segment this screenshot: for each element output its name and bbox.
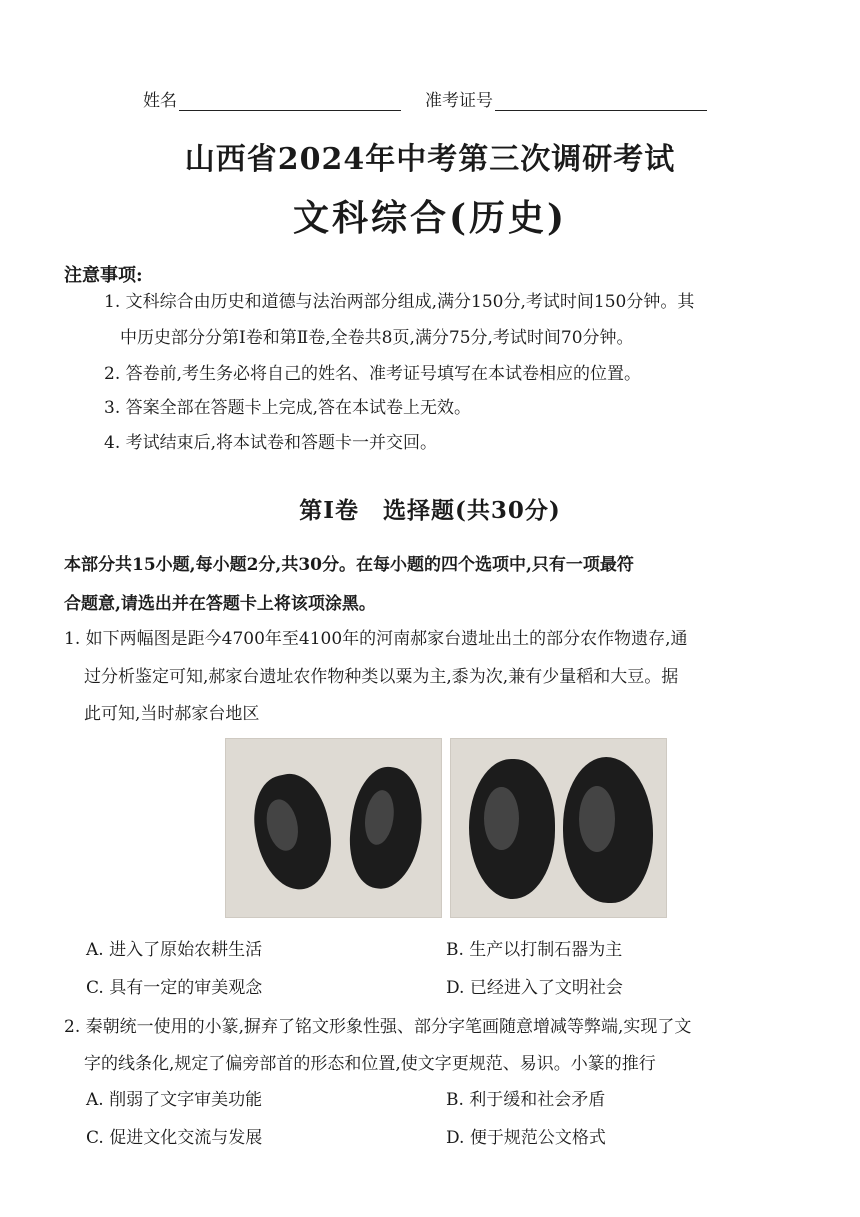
name-label: 姓名 xyxy=(143,91,177,111)
question-2-option-a: A. 削弱了文字审美功能 xyxy=(86,1090,263,1110)
note-item: 中历史部分分第Ⅰ卷和第Ⅱ卷,全卷共8页,满分75分,考试时间70分钟。 xyxy=(120,328,634,348)
note-item: 3. 答案全部在答题卡上完成,答在本试卷上无效。 xyxy=(104,398,472,418)
question-1-option-b: B. 生产以打制石器为主 xyxy=(446,940,623,960)
exam-title: 山西省2024年中考第三次调研考试 xyxy=(184,142,676,177)
question-1-option-c: C. 具有一定的审美观念 xyxy=(86,978,263,998)
exam-id-blank-line[interactable] xyxy=(495,92,707,111)
question-2-option-c: C. 促进文化交流与发展 xyxy=(86,1128,263,1148)
question-1-option-d: D. 已经进入了文明社会 xyxy=(446,978,623,998)
note-item: 4. 考试结束后,将本试卷和答题卡一并交回。 xyxy=(104,433,438,453)
notes-heading: 注意事项: xyxy=(64,265,143,286)
name-blank-line[interactable] xyxy=(179,92,401,111)
crop-remains-photo-1 xyxy=(225,738,442,918)
seed-image xyxy=(563,757,653,903)
section-intro-line: 本部分共15小题,每小题2分,共30分。在每小题的四个选项中,只有一项最符 xyxy=(64,555,634,575)
subject-title: 文科综合(历史) xyxy=(292,197,568,239)
seed-image xyxy=(245,768,342,897)
question-1-option-a: A. 进入了原始农耕生活 xyxy=(86,940,263,960)
question-2-text: 字的线条化,规定了偏旁部首的形态和位置,使文字更规范、易识。小篆的推行 xyxy=(84,1054,656,1074)
note-item: 1. 文科综合由历史和道德与法治两部分组成,满分150分,考试时间150分钟。其 xyxy=(104,292,695,312)
question-1-text: 过分析鉴定可知,郝家台遗址农作物种类以粟为主,黍为次,兼有少量稻和大豆。据 xyxy=(84,667,679,687)
candidate-info xyxy=(143,86,707,111)
crop-remains-photo-2 xyxy=(450,738,667,918)
crop-remains-photos xyxy=(225,738,667,918)
section-intro-line: 合题意,请选出并在答题卡上将该项涂黑。 xyxy=(64,594,376,614)
exam-id-field[interactable] xyxy=(425,86,707,111)
question-1-text: 此可知,当时郝家台地区 xyxy=(84,704,260,724)
question-2-option-d: D. 便于规范公文格式 xyxy=(446,1128,606,1148)
seed-image xyxy=(469,759,555,899)
exam-id-label: 准考证号 xyxy=(425,91,493,111)
section-title: 第Ⅰ卷 选择题(共30分) xyxy=(299,497,561,524)
question-2-text: 2. 秦朝统一使用的小篆,摒弃了铭文形象性强、部分字笔画随意增减等弊端,实现了文 xyxy=(64,1017,692,1037)
seed-image xyxy=(343,763,429,894)
question-1-text: 1. 如下两幅图是距今4700年至4100年的河南郝家台遗址出土的部分农作物遗存,通 xyxy=(64,629,688,649)
name-field[interactable] xyxy=(143,86,401,111)
note-item: 2. 答卷前,考生务必将自己的姓名、准考证号填写在本试卷相应的位置。 xyxy=(104,364,642,384)
question-2-option-b: B. 利于缓和社会矛盾 xyxy=(446,1090,606,1110)
